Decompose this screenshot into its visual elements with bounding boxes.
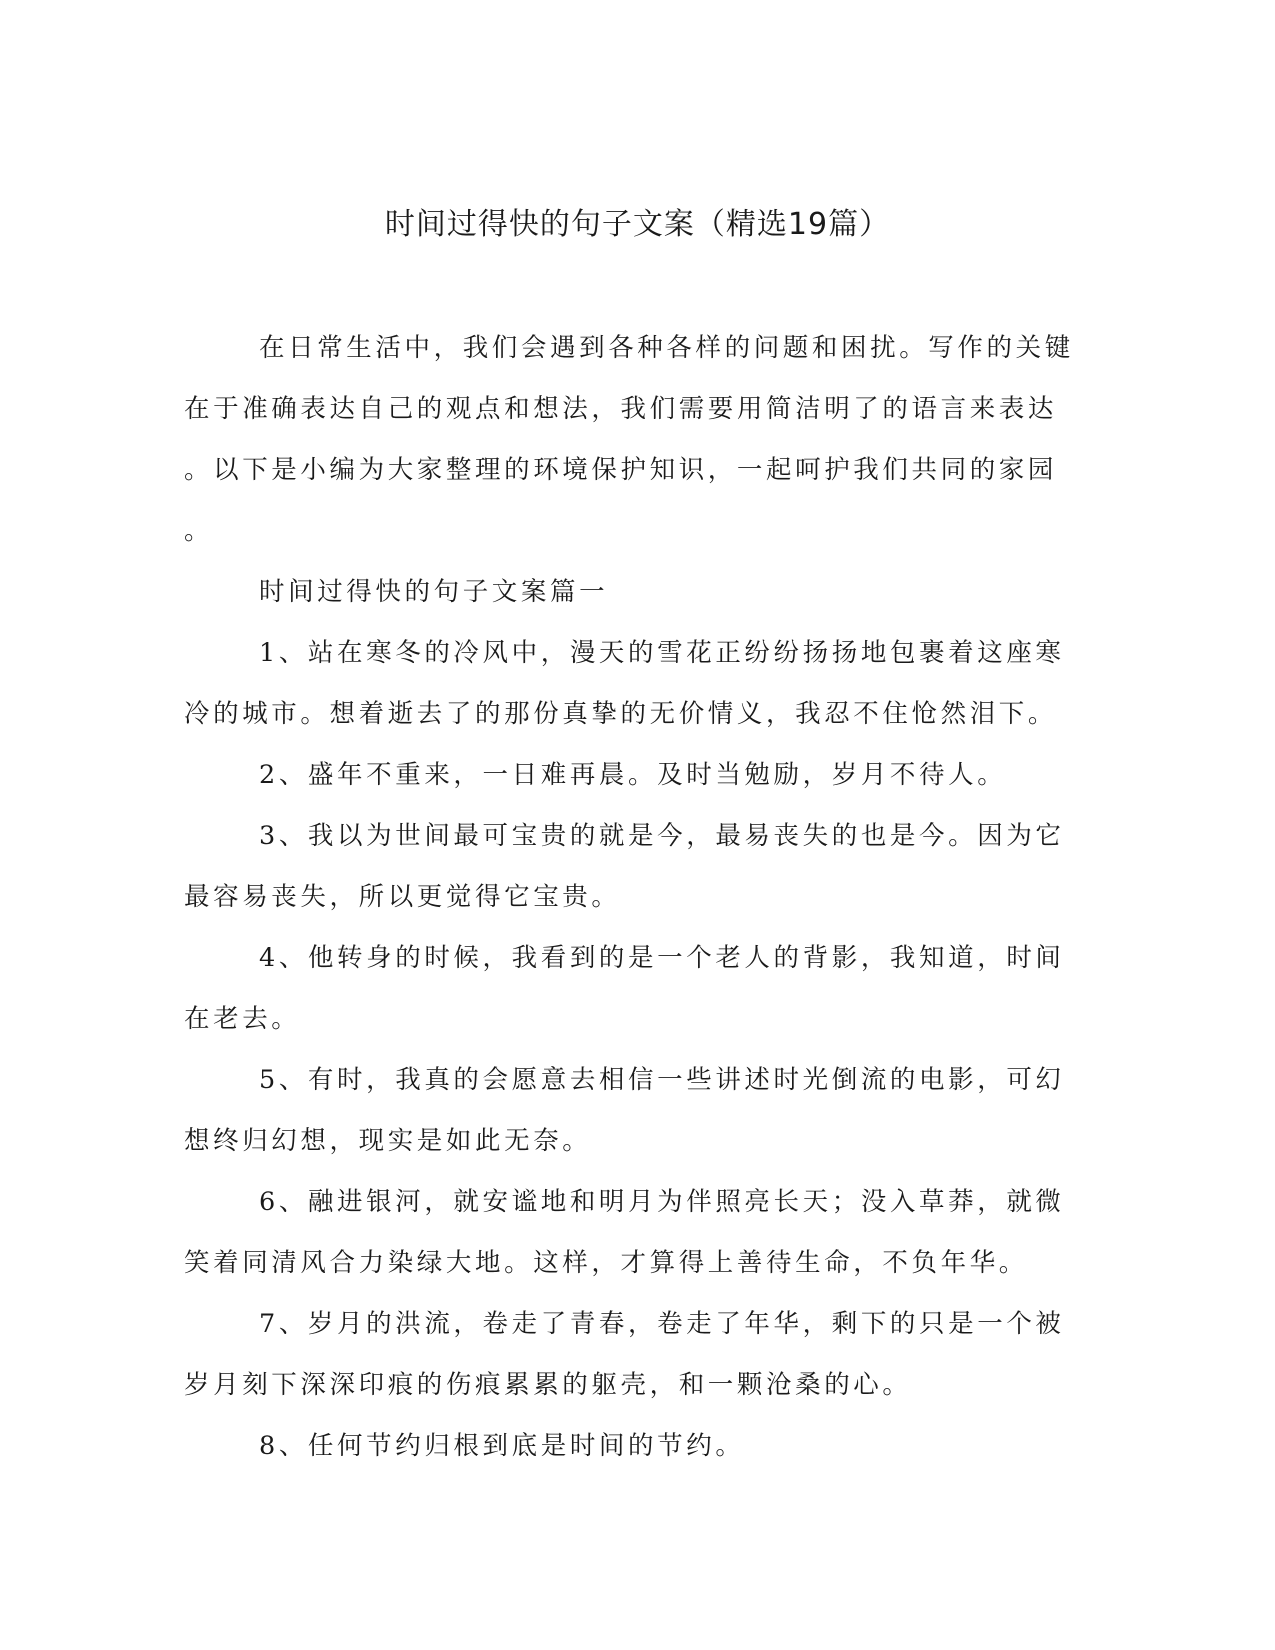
document-body — [184, 318, 1074, 1477]
list-item-line: 笑着同清风合力染绿大地。这样，才算得上善待生命，不负年华。 — [184, 1248, 1028, 1278]
list-item-line: 1、站在寒冬的冷风中，漫天的雪花正纷纷扬扬地包裹着这座寒 — [259, 638, 1065, 668]
section-heading-text: 时间过得快的句子文案篇一 — [259, 577, 609, 607]
list-item-line: 冷的城市。想着逝去了的那份真挚的无价情义，我忍不住怆然泪下。 — [184, 699, 1058, 729]
document-title: 时间过得快的句子文案（精选19篇） — [384, 207, 891, 242]
list-item-line: 岁月刻下深深印痕的伤痕累累的躯壳，和一颗沧桑的心。 — [184, 1370, 912, 1400]
list-item — [184, 1172, 1065, 1294]
list-item-line: 5、有时，我真的会愿意去相信一些讲述时光倒流的电影，可幻 — [259, 1065, 1065, 1095]
intro-line: 。以下是小编为大家整理的环境保护知识，一起呵护我们共同的家园 — [184, 455, 1058, 485]
section-heading — [184, 562, 1040, 623]
list-item-line: 2、盛年不重来，一日难再晨。及时当勉励，岁月不待人。 — [259, 760, 1007, 790]
list-item — [184, 1416, 1040, 1477]
list-item — [184, 806, 1065, 928]
list-item — [184, 745, 1040, 806]
intro-paragraph — [184, 318, 1074, 562]
list-item-line: 7、岁月的洪流，卷走了青春，卷走了年华，剩下的只是一个被 — [259, 1309, 1065, 1339]
intro-line: 。 — [184, 516, 214, 546]
intro-line: 在于准确表达自己的观点和想法，我们需要用简洁明了的语言来表达 — [184, 394, 1058, 424]
list-item — [184, 623, 1065, 745]
intro-line: 在日常生活中，我们会遇到各种各样的问题和困扰。写作的关键 — [259, 333, 1074, 363]
list-item-line: 8、任何节约归根到底是时间的节约。 — [259, 1431, 745, 1461]
list-item — [184, 928, 1065, 1050]
list-item-line: 最容易丧失，所以更觉得它宝贵。 — [184, 882, 621, 912]
list-item — [184, 1294, 1065, 1416]
list-item-line: 想终归幻想，现实是如此无奈。 — [184, 1126, 592, 1156]
list-item — [184, 1050, 1065, 1172]
list-item-line: 3、我以为世间最可宝贵的就是今，最易丧失的也是今。因为它 — [259, 821, 1065, 851]
list-item-line: 在老去。 — [184, 1004, 301, 1034]
list-item-line: 4、他转身的时候，我看到的是一个老人的背影，我知道，时间 — [259, 943, 1065, 973]
list-item-line: 6、融进银河，就安谧地和明月为伴照亮长天；没入草莽，就微 — [259, 1187, 1065, 1217]
